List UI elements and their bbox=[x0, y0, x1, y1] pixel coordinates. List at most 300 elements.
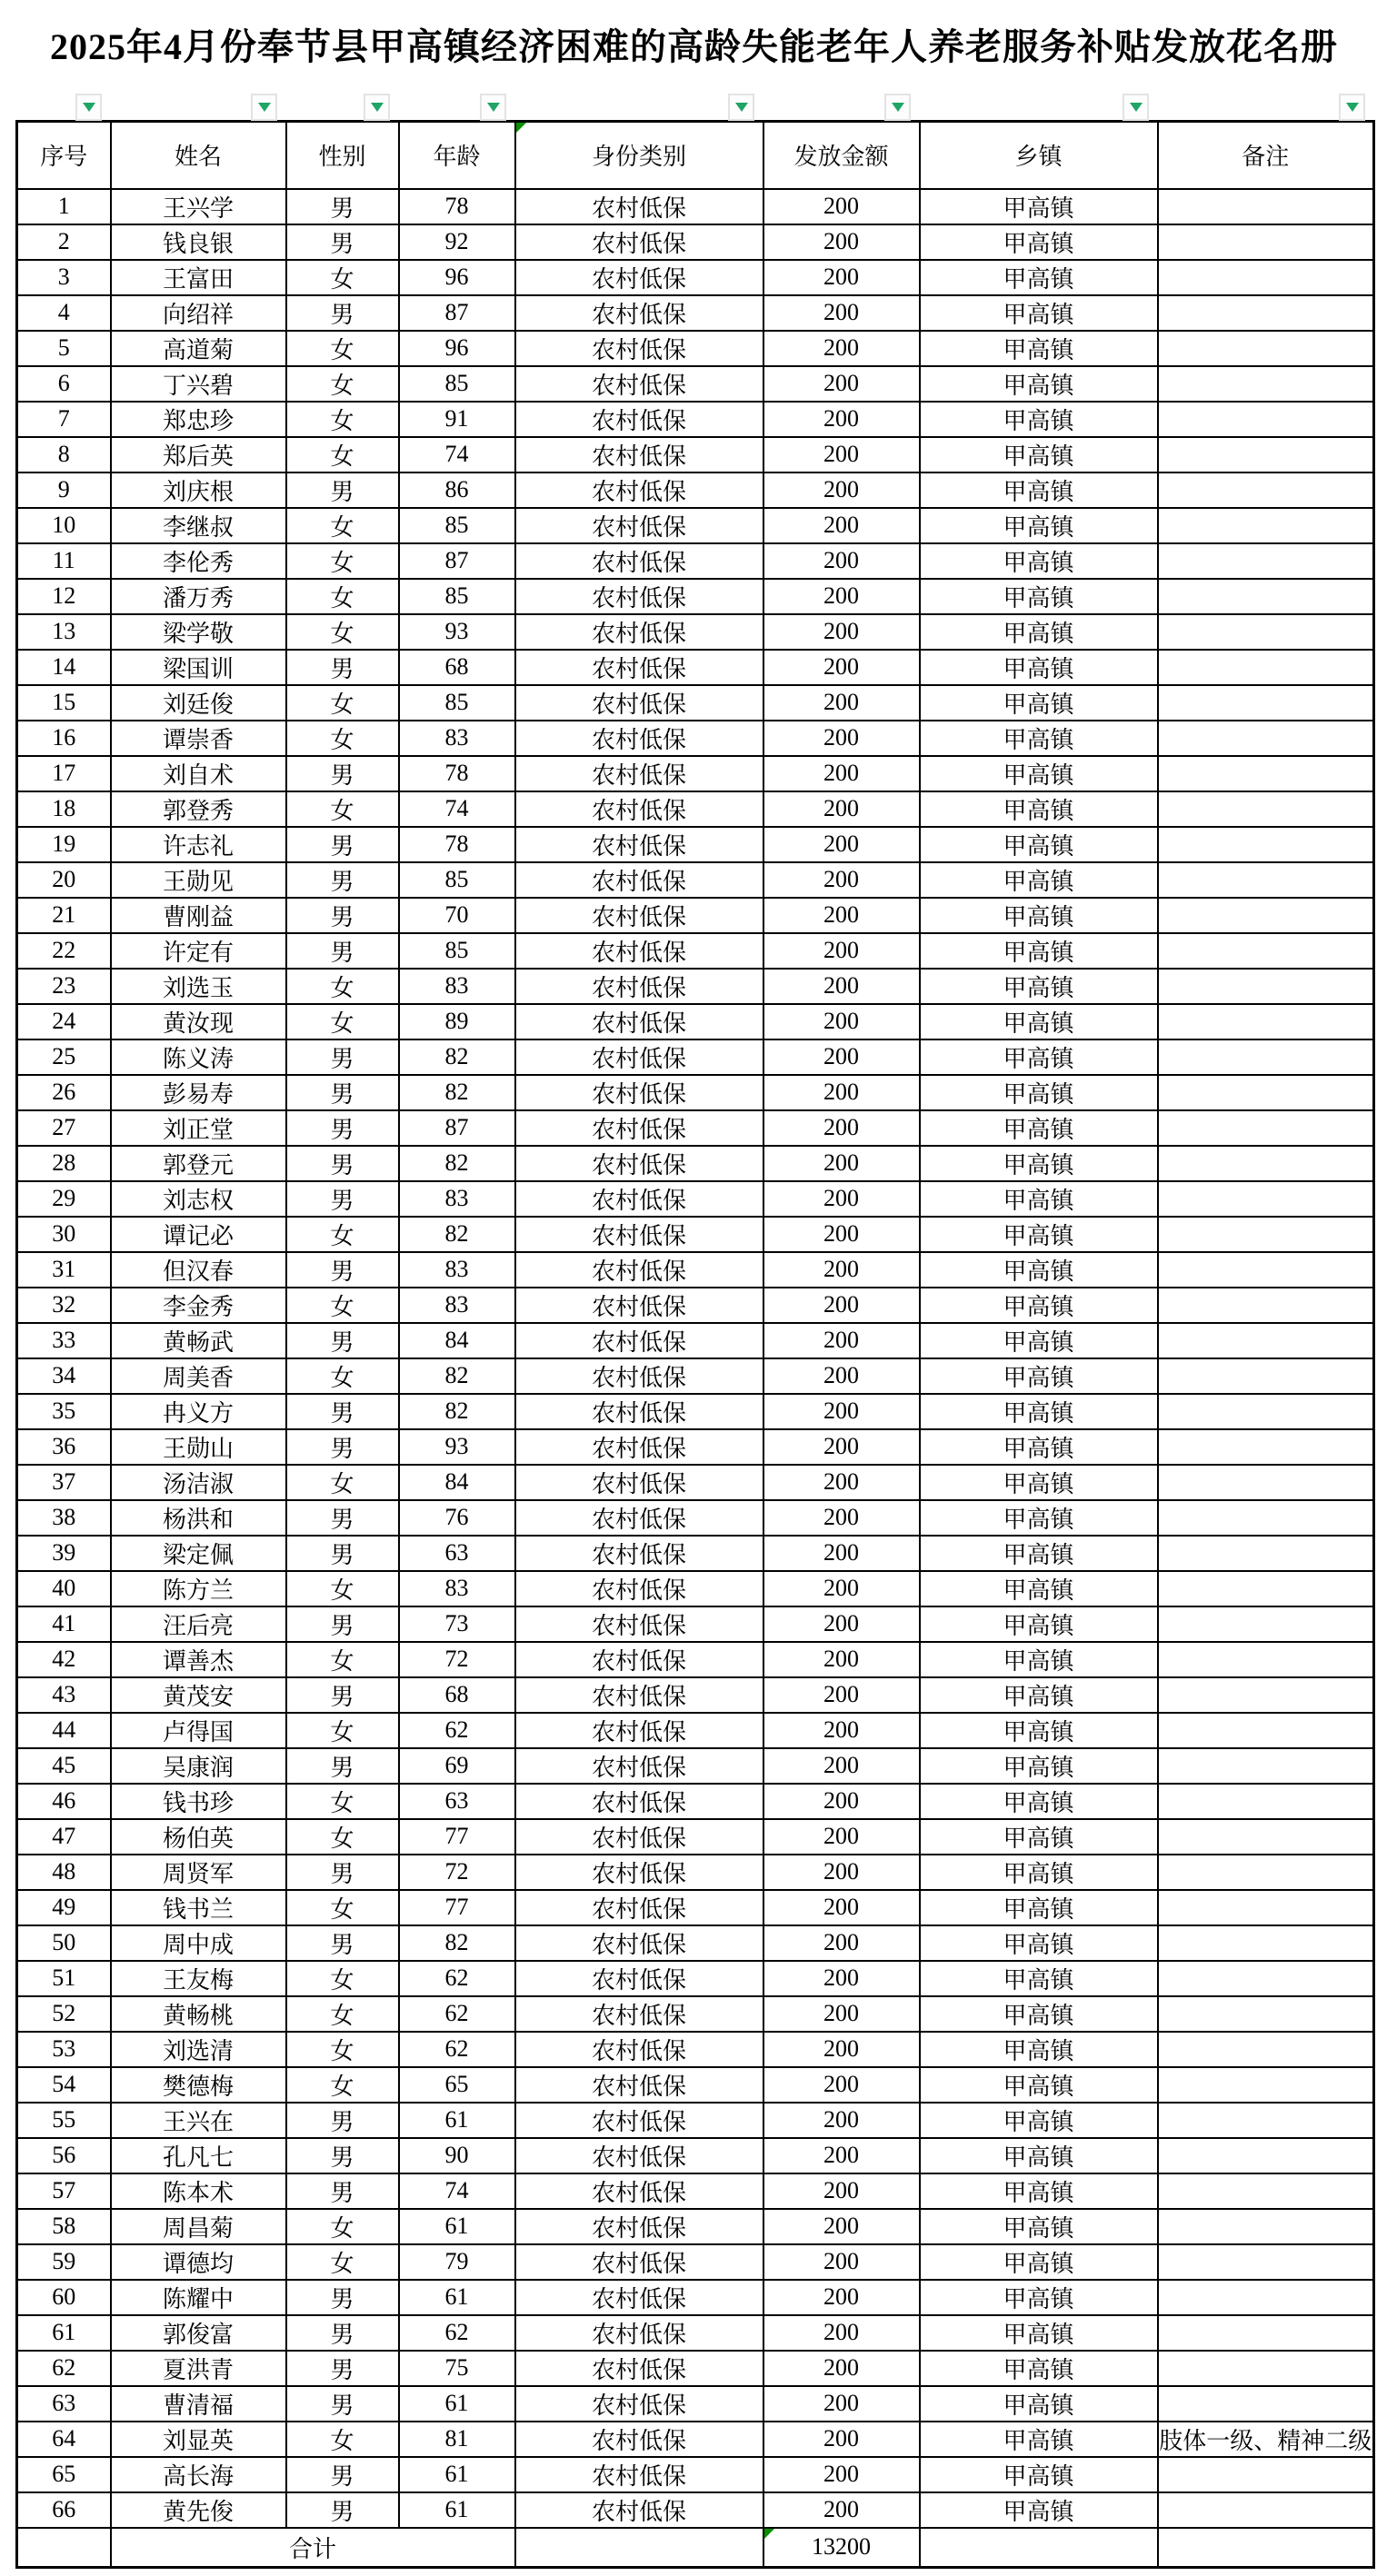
cell-remark[interactable] bbox=[1158, 1961, 1374, 1996]
cell-gender[interactable]: 男 bbox=[286, 1500, 399, 1536]
cell-amount[interactable]: 200 bbox=[763, 1748, 920, 1784]
cell-remark[interactable] bbox=[1158, 224, 1374, 260]
cell-age[interactable]: 62 bbox=[399, 2032, 515, 2067]
cell-amount[interactable]: 200 bbox=[763, 1358, 920, 1394]
cell-gender[interactable]: 男 bbox=[286, 1039, 399, 1075]
cell-category[interactable]: 农村低保 bbox=[515, 2138, 763, 2173]
cell-township[interactable]: 甲高镇 bbox=[920, 2067, 1158, 2103]
cell-gender[interactable]: 男 bbox=[286, 1429, 399, 1465]
cell-category[interactable]: 农村低保 bbox=[515, 898, 763, 933]
cell-gender[interactable]: 男 bbox=[286, 1925, 399, 1961]
cell-township[interactable]: 甲高镇 bbox=[920, 1784, 1158, 1819]
cell-township[interactable]: 甲高镇 bbox=[920, 260, 1158, 295]
cell-no[interactable]: 28 bbox=[17, 1146, 111, 1181]
cell-remark[interactable] bbox=[1158, 827, 1374, 862]
header-cell-no[interactable]: 序号 bbox=[17, 122, 111, 189]
cell-township[interactable]: 甲高镇 bbox=[920, 2032, 1158, 2067]
cell-age[interactable]: 87 bbox=[399, 1110, 515, 1146]
cell-category[interactable]: 农村低保 bbox=[515, 1075, 763, 1110]
cell-gender[interactable]: 男 bbox=[286, 1855, 399, 1890]
cell-amount[interactable]: 200 bbox=[763, 366, 920, 402]
cell-category[interactable]: 农村低保 bbox=[515, 1606, 763, 1642]
cell-remark[interactable] bbox=[1158, 2280, 1374, 2315]
cell-township[interactable]: 甲高镇 bbox=[920, 1146, 1158, 1181]
cell-amount[interactable]: 200 bbox=[763, 1110, 920, 1146]
cell-category[interactable]: 农村低保 bbox=[515, 2173, 763, 2209]
cell-no[interactable]: 39 bbox=[17, 1536, 111, 1571]
cell-age[interactable]: 62 bbox=[399, 2315, 515, 2351]
cell-amount[interactable]: 200 bbox=[763, 1571, 920, 1606]
cell-age[interactable]: 82 bbox=[399, 1925, 515, 1961]
cell-gender[interactable]: 女 bbox=[286, 1819, 399, 1855]
cell-gender[interactable]: 女 bbox=[286, 1642, 399, 1677]
header-cell-name[interactable]: 姓名 bbox=[111, 122, 286, 189]
cell-name[interactable]: 钱书兰 bbox=[111, 1890, 286, 1925]
cell-age[interactable]: 78 bbox=[399, 189, 515, 224]
cell-amount[interactable]: 200 bbox=[763, 685, 920, 721]
cell-category[interactable]: 农村低保 bbox=[515, 1925, 763, 1961]
cell-name[interactable]: 钱书珍 bbox=[111, 1784, 286, 1819]
filter-dropdown-button[interactable] bbox=[1123, 94, 1149, 121]
cell-name[interactable]: 孔凡七 bbox=[111, 2138, 286, 2173]
cell-township[interactable]: 甲高镇 bbox=[920, 827, 1158, 862]
cell-category[interactable]: 农村低保 bbox=[515, 2492, 763, 2528]
cell-no[interactable]: 19 bbox=[17, 827, 111, 862]
cell-age[interactable]: 83 bbox=[399, 721, 515, 756]
cell-amount[interactable]: 200 bbox=[763, 331, 920, 366]
cell-category[interactable]: 农村低保 bbox=[515, 543, 763, 579]
cell-age[interactable]: 62 bbox=[399, 1961, 515, 1996]
cell-age[interactable]: 82 bbox=[399, 1358, 515, 1394]
cell-name[interactable]: 王富田 bbox=[111, 260, 286, 295]
cell-no[interactable]: 11 bbox=[17, 543, 111, 579]
cell-township[interactable]: 甲高镇 bbox=[920, 1996, 1158, 2032]
cell-remark[interactable] bbox=[1158, 1677, 1374, 1713]
cell-gender[interactable]: 女 bbox=[286, 1465, 399, 1500]
cell-amount[interactable]: 200 bbox=[763, 472, 920, 508]
cell-remark[interactable] bbox=[1158, 2209, 1374, 2244]
cell-no[interactable]: 54 bbox=[17, 2067, 111, 2103]
header-cell-remark[interactable]: 备注 bbox=[1158, 122, 1374, 189]
cell-category[interactable]: 农村低保 bbox=[515, 2315, 763, 2351]
total-cell-no-empty[interactable] bbox=[17, 2528, 111, 2568]
cell-name[interactable]: 黄汝现 bbox=[111, 1004, 286, 1039]
cell-category[interactable]: 农村低保 bbox=[515, 331, 763, 366]
cell-amount[interactable]: 200 bbox=[763, 1252, 920, 1288]
cell-no[interactable]: 25 bbox=[17, 1039, 111, 1075]
cell-remark[interactable] bbox=[1158, 756, 1374, 791]
cell-age[interactable]: 81 bbox=[399, 2422, 515, 2457]
cell-remark[interactable] bbox=[1158, 2492, 1374, 2528]
cell-township[interactable]: 甲高镇 bbox=[920, 437, 1158, 472]
cell-category[interactable]: 农村低保 bbox=[515, 1996, 763, 2032]
cell-gender[interactable]: 男 bbox=[286, 2492, 399, 2528]
cell-age[interactable]: 63 bbox=[399, 1784, 515, 1819]
cell-age[interactable]: 90 bbox=[399, 2138, 515, 2173]
cell-remark[interactable] bbox=[1158, 1996, 1374, 2032]
cell-township[interactable]: 甲高镇 bbox=[920, 1465, 1158, 1500]
cell-township[interactable]: 甲高镇 bbox=[920, 721, 1158, 756]
cell-amount[interactable]: 200 bbox=[763, 1288, 920, 1323]
cell-no[interactable]: 33 bbox=[17, 1323, 111, 1358]
cell-age[interactable]: 86 bbox=[399, 472, 515, 508]
cell-amount[interactable]: 200 bbox=[763, 1677, 920, 1713]
cell-township[interactable]: 甲高镇 bbox=[920, 1713, 1158, 1748]
cell-category[interactable]: 农村低保 bbox=[515, 2067, 763, 2103]
cell-gender[interactable]: 男 bbox=[286, 295, 399, 331]
cell-age[interactable]: 85 bbox=[399, 579, 515, 614]
cell-township[interactable]: 甲高镇 bbox=[920, 1110, 1158, 1146]
cell-gender[interactable]: 女 bbox=[286, 1713, 399, 1748]
cell-no[interactable]: 34 bbox=[17, 1358, 111, 1394]
header-cell-category[interactable] bbox=[515, 122, 763, 189]
cell-gender[interactable]: 女 bbox=[286, 1288, 399, 1323]
cell-township[interactable]: 甲高镇 bbox=[920, 1642, 1158, 1677]
cell-amount[interactable]: 200 bbox=[763, 827, 920, 862]
cell-amount[interactable]: 200 bbox=[763, 933, 920, 969]
filter-dropdown-button[interactable] bbox=[364, 94, 390, 121]
cell-age[interactable]: 70 bbox=[399, 898, 515, 933]
cell-age[interactable]: 65 bbox=[399, 2067, 515, 2103]
cell-age[interactable]: 82 bbox=[399, 1146, 515, 1181]
cell-amount[interactable]: 200 bbox=[763, 862, 920, 898]
cell-no[interactable]: 55 bbox=[17, 2103, 111, 2138]
cell-remark[interactable] bbox=[1158, 1571, 1374, 1606]
cell-township[interactable]: 甲高镇 bbox=[920, 1358, 1158, 1394]
cell-name[interactable]: 陈本术 bbox=[111, 2173, 286, 2209]
cell-amount[interactable]: 200 bbox=[763, 2244, 920, 2280]
cell-name[interactable]: 许定有 bbox=[111, 933, 286, 969]
cell-remark[interactable] bbox=[1158, 1536, 1374, 1571]
cell-name[interactable]: 曹清福 bbox=[111, 2386, 286, 2422]
cell-township[interactable]: 甲高镇 bbox=[920, 1004, 1158, 1039]
cell-remark[interactable] bbox=[1158, 2315, 1374, 2351]
cell-remark[interactable] bbox=[1158, 2386, 1374, 2422]
cell-no[interactable]: 5 bbox=[17, 331, 111, 366]
cell-name[interactable]: 陈耀中 bbox=[111, 2280, 286, 2315]
cell-remark[interactable]: 肢体一级、精神二级 bbox=[1158, 2422, 1374, 2457]
cell-amount[interactable]: 200 bbox=[763, 1819, 920, 1855]
cell-category[interactable]: 农村低保 bbox=[515, 1855, 763, 1890]
cell-name[interactable]: 卢得国 bbox=[111, 1713, 286, 1748]
cell-category[interactable]: 农村低保 bbox=[515, 1500, 763, 1536]
cell-no[interactable]: 8 bbox=[17, 437, 111, 472]
cell-no[interactable]: 35 bbox=[17, 1394, 111, 1429]
cell-no[interactable]: 12 bbox=[17, 579, 111, 614]
cell-category[interactable]: 农村低保 bbox=[515, 224, 763, 260]
cell-township[interactable]: 甲高镇 bbox=[920, 224, 1158, 260]
cell-age[interactable]: 85 bbox=[399, 366, 515, 402]
cell-category[interactable]: 农村低保 bbox=[515, 1784, 763, 1819]
cell-remark[interactable] bbox=[1158, 1713, 1374, 1748]
cell-category[interactable]: 农村低保 bbox=[515, 721, 763, 756]
cell-gender[interactable]: 女 bbox=[286, 508, 399, 543]
cell-township[interactable]: 甲高镇 bbox=[920, 366, 1158, 402]
filter-dropdown-button[interactable] bbox=[480, 94, 506, 121]
cell-remark[interactable] bbox=[1158, 579, 1374, 614]
cell-no[interactable]: 4 bbox=[17, 295, 111, 331]
cell-category[interactable]: 农村低保 bbox=[515, 402, 763, 437]
cell-township[interactable]: 甲高镇 bbox=[920, 650, 1158, 685]
cell-age[interactable]: 63 bbox=[399, 1536, 515, 1571]
header-cell-age[interactable]: 年龄 bbox=[399, 122, 515, 189]
cell-name[interactable]: 谭德均 bbox=[111, 2244, 286, 2280]
cell-no[interactable]: 64 bbox=[17, 2422, 111, 2457]
cell-category[interactable]: 农村低保 bbox=[515, 1465, 763, 1500]
cell-amount[interactable]: 200 bbox=[763, 756, 920, 791]
cell-name[interactable]: 梁学敬 bbox=[111, 614, 286, 650]
cell-name[interactable]: 王兴学 bbox=[111, 189, 286, 224]
cell-no[interactable]: 49 bbox=[17, 1890, 111, 1925]
cell-category[interactable]: 农村低保 bbox=[515, 862, 763, 898]
cell-gender[interactable]: 女 bbox=[286, 721, 399, 756]
cell-name[interactable]: 郭登元 bbox=[111, 1146, 286, 1181]
cell-remark[interactable] bbox=[1158, 1784, 1374, 1819]
cell-remark[interactable] bbox=[1158, 791, 1374, 827]
cell-township[interactable]: 甲高镇 bbox=[920, 1571, 1158, 1606]
cell-no[interactable]: 2 bbox=[17, 224, 111, 260]
cell-gender[interactable]: 女 bbox=[286, 2032, 399, 2067]
cell-amount[interactable]: 200 bbox=[763, 2422, 920, 2457]
cell-township[interactable]: 甲高镇 bbox=[920, 2244, 1158, 2280]
cell-no[interactable]: 16 bbox=[17, 721, 111, 756]
cell-category[interactable]: 农村低保 bbox=[515, 614, 763, 650]
cell-no[interactable]: 46 bbox=[17, 1784, 111, 1819]
cell-gender[interactable]: 女 bbox=[286, 402, 399, 437]
cell-amount[interactable]: 200 bbox=[763, 1606, 920, 1642]
cell-township[interactable]: 甲高镇 bbox=[920, 862, 1158, 898]
cell-name[interactable]: 李伦秀 bbox=[111, 543, 286, 579]
cell-no[interactable]: 66 bbox=[17, 2492, 111, 2528]
cell-remark[interactable] bbox=[1158, 295, 1374, 331]
cell-no[interactable]: 52 bbox=[17, 1996, 111, 2032]
cell-gender[interactable]: 女 bbox=[286, 1996, 399, 2032]
cell-name[interactable]: 黄畅桃 bbox=[111, 1996, 286, 2032]
cell-category[interactable]: 农村低保 bbox=[515, 2103, 763, 2138]
cell-category[interactable]: 农村低保 bbox=[515, 1642, 763, 1677]
cell-remark[interactable] bbox=[1158, 1429, 1374, 1465]
cell-gender[interactable]: 男 bbox=[286, 2386, 399, 2422]
cell-category[interactable]: 农村低保 bbox=[515, 2280, 763, 2315]
cell-township[interactable]: 甲高镇 bbox=[920, 2386, 1158, 2422]
cell-no[interactable]: 20 bbox=[17, 862, 111, 898]
cell-age[interactable]: 72 bbox=[399, 1855, 515, 1890]
cell-name[interactable]: 丁兴碧 bbox=[111, 366, 286, 402]
cell-gender[interactable]: 男 bbox=[286, 1748, 399, 1784]
cell-no[interactable]: 32 bbox=[17, 1288, 111, 1323]
cell-no[interactable]: 60 bbox=[17, 2280, 111, 2315]
cell-category[interactable]: 农村低保 bbox=[515, 1004, 763, 1039]
cell-remark[interactable] bbox=[1158, 933, 1374, 969]
cell-name[interactable]: 刘选清 bbox=[111, 2032, 286, 2067]
cell-remark[interactable] bbox=[1158, 1004, 1374, 1039]
cell-remark[interactable] bbox=[1158, 437, 1374, 472]
cell-amount[interactable]: 200 bbox=[763, 791, 920, 827]
cell-age[interactable]: 61 bbox=[399, 2492, 515, 2528]
cell-gender[interactable]: 女 bbox=[286, 685, 399, 721]
cell-age[interactable]: 93 bbox=[399, 1429, 515, 1465]
cell-township[interactable]: 甲高镇 bbox=[920, 189, 1158, 224]
cell-gender[interactable]: 男 bbox=[286, 472, 399, 508]
cell-name[interactable]: 郑忠珍 bbox=[111, 402, 286, 437]
cell-age[interactable]: 82 bbox=[399, 1394, 515, 1429]
cell-remark[interactable] bbox=[1158, 508, 1374, 543]
cell-township[interactable]: 甲高镇 bbox=[920, 508, 1158, 543]
cell-gender[interactable]: 女 bbox=[286, 2209, 399, 2244]
cell-remark[interactable] bbox=[1158, 331, 1374, 366]
cell-name[interactable]: 樊德梅 bbox=[111, 2067, 286, 2103]
cell-category[interactable]: 农村低保 bbox=[515, 1217, 763, 1252]
cell-gender[interactable]: 女 bbox=[286, 1890, 399, 1925]
total-cell-township-empty[interactable] bbox=[920, 2528, 1158, 2568]
cell-no[interactable]: 22 bbox=[17, 933, 111, 969]
cell-gender[interactable]: 男 bbox=[286, 1394, 399, 1429]
cell-township[interactable]: 甲高镇 bbox=[920, 969, 1158, 1004]
cell-remark[interactable] bbox=[1158, 543, 1374, 579]
cell-township[interactable]: 甲高镇 bbox=[920, 1323, 1158, 1358]
cell-no[interactable]: 36 bbox=[17, 1429, 111, 1465]
cell-name[interactable]: 汪后亮 bbox=[111, 1606, 286, 1642]
cell-no[interactable]: 14 bbox=[17, 650, 111, 685]
cell-no[interactable]: 17 bbox=[17, 756, 111, 791]
cell-age[interactable]: 74 bbox=[399, 437, 515, 472]
cell-gender[interactable]: 男 bbox=[286, 1075, 399, 1110]
cell-name[interactable]: 刘志权 bbox=[111, 1181, 286, 1217]
cell-name[interactable]: 王勋山 bbox=[111, 1429, 286, 1465]
cell-name[interactable]: 陈方兰 bbox=[111, 1571, 286, 1606]
cell-township[interactable]: 甲高镇 bbox=[920, 1181, 1158, 1217]
cell-remark[interactable] bbox=[1158, 650, 1374, 685]
cell-remark[interactable] bbox=[1158, 1110, 1374, 1146]
cell-remark[interactable] bbox=[1158, 614, 1374, 650]
cell-township[interactable]: 甲高镇 bbox=[920, 2351, 1158, 2386]
cell-gender[interactable]: 女 bbox=[286, 543, 399, 579]
cell-township[interactable]: 甲高镇 bbox=[920, 1855, 1158, 1890]
cell-age[interactable]: 85 bbox=[399, 862, 515, 898]
cell-gender[interactable]: 女 bbox=[286, 1217, 399, 1252]
cell-no[interactable]: 27 bbox=[17, 1110, 111, 1146]
cell-category[interactable]: 农村低保 bbox=[515, 2351, 763, 2386]
cell-name[interactable]: 杨洪和 bbox=[111, 1500, 286, 1536]
cell-no[interactable]: 9 bbox=[17, 472, 111, 508]
cell-amount[interactable]: 200 bbox=[763, 2138, 920, 2173]
filter-dropdown-button[interactable] bbox=[75, 94, 102, 121]
cell-category[interactable]: 农村低保 bbox=[515, 1252, 763, 1288]
cell-remark[interactable] bbox=[1158, 260, 1374, 295]
cell-amount[interactable]: 200 bbox=[763, 1500, 920, 1536]
cell-no[interactable]: 62 bbox=[17, 2351, 111, 2386]
cell-category[interactable]: 农村低保 bbox=[515, 1288, 763, 1323]
cell-gender[interactable]: 女 bbox=[286, 2067, 399, 2103]
cell-amount[interactable]: 200 bbox=[763, 1323, 920, 1358]
cell-amount[interactable]: 200 bbox=[763, 2280, 920, 2315]
cell-township[interactable]: 甲高镇 bbox=[920, 331, 1158, 366]
cell-gender[interactable]: 女 bbox=[286, 1571, 399, 1606]
cell-remark[interactable] bbox=[1158, 2103, 1374, 2138]
cell-remark[interactable] bbox=[1158, 1855, 1374, 1890]
cell-gender[interactable]: 男 bbox=[286, 862, 399, 898]
cell-no[interactable]: 53 bbox=[17, 2032, 111, 2067]
cell-name[interactable]: 周昌菊 bbox=[111, 2209, 286, 2244]
cell-amount[interactable]: 200 bbox=[763, 1004, 920, 1039]
cell-category[interactable]: 农村低保 bbox=[515, 756, 763, 791]
cell-category[interactable]: 农村低保 bbox=[515, 650, 763, 685]
cell-township[interactable]: 甲高镇 bbox=[920, 402, 1158, 437]
cell-category[interactable]: 农村低保 bbox=[515, 969, 763, 1004]
cell-gender[interactable]: 女 bbox=[286, 331, 399, 366]
cell-no[interactable]: 40 bbox=[17, 1571, 111, 1606]
cell-age[interactable]: 89 bbox=[399, 1004, 515, 1039]
cell-no[interactable]: 26 bbox=[17, 1075, 111, 1110]
cell-township[interactable]: 甲高镇 bbox=[920, 1606, 1158, 1642]
header-cell-gender[interactable]: 性别 bbox=[286, 122, 399, 189]
cell-no[interactable]: 41 bbox=[17, 1606, 111, 1642]
filter-dropdown-button[interactable] bbox=[251, 94, 277, 121]
cell-township[interactable]: 甲高镇 bbox=[920, 1890, 1158, 1925]
cell-township[interactable]: 甲高镇 bbox=[920, 579, 1158, 614]
cell-age[interactable]: 61 bbox=[399, 2209, 515, 2244]
cell-gender[interactable]: 男 bbox=[286, 2173, 399, 2209]
cell-amount[interactable]: 200 bbox=[763, 1536, 920, 1571]
cell-amount[interactable]: 200 bbox=[763, 2315, 920, 2351]
cell-category[interactable]: 农村低保 bbox=[515, 2422, 763, 2457]
cell-gender[interactable]: 男 bbox=[286, 933, 399, 969]
cell-remark[interactable] bbox=[1158, 721, 1374, 756]
filter-dropdown-button[interactable] bbox=[1339, 94, 1365, 121]
cell-name[interactable]: 郭俊富 bbox=[111, 2315, 286, 2351]
cell-name[interactable]: 梁定佩 bbox=[111, 1536, 286, 1571]
cell-amount[interactable]: 200 bbox=[763, 2067, 920, 2103]
cell-name[interactable]: 周中成 bbox=[111, 1925, 286, 1961]
cell-township[interactable]: 甲高镇 bbox=[920, 2315, 1158, 2351]
cell-amount[interactable]: 200 bbox=[763, 1713, 920, 1748]
cell-name[interactable]: 郭登秀 bbox=[111, 791, 286, 827]
cell-age[interactable]: 93 bbox=[399, 614, 515, 650]
cell-township[interactable]: 甲高镇 bbox=[920, 2492, 1158, 2528]
cell-age[interactable]: 73 bbox=[399, 1606, 515, 1642]
cell-township[interactable]: 甲高镇 bbox=[920, 1217, 1158, 1252]
cell-no[interactable]: 59 bbox=[17, 2244, 111, 2280]
header-cell-township[interactable]: 乡镇 bbox=[920, 122, 1158, 189]
filter-dropdown-button[interactable] bbox=[728, 94, 754, 121]
cell-amount[interactable]: 200 bbox=[763, 1394, 920, 1429]
cell-remark[interactable] bbox=[1158, 1642, 1374, 1677]
cell-township[interactable]: 甲高镇 bbox=[920, 2422, 1158, 2457]
cell-no[interactable]: 48 bbox=[17, 1855, 111, 1890]
cell-remark[interactable] bbox=[1158, 1288, 1374, 1323]
cell-amount[interactable]: 200 bbox=[763, 1039, 920, 1075]
total-amount[interactable] bbox=[763, 2528, 920, 2568]
cell-gender[interactable]: 女 bbox=[286, 579, 399, 614]
cell-gender[interactable]: 女 bbox=[286, 1004, 399, 1039]
cell-age[interactable]: 68 bbox=[399, 650, 515, 685]
cell-amount[interactable]: 200 bbox=[763, 1961, 920, 1996]
cell-amount[interactable]: 200 bbox=[763, 1429, 920, 1465]
cell-amount[interactable]: 200 bbox=[763, 2457, 920, 2492]
cell-no[interactable]: 42 bbox=[17, 1642, 111, 1677]
filter-dropdown-button[interactable] bbox=[884, 94, 911, 121]
cell-amount[interactable]: 200 bbox=[763, 2032, 920, 2067]
cell-township[interactable]: 甲高镇 bbox=[920, 1819, 1158, 1855]
cell-age[interactable]: 62 bbox=[399, 1996, 515, 2032]
cell-category[interactable]: 农村低保 bbox=[515, 1429, 763, 1465]
cell-township[interactable]: 甲高镇 bbox=[920, 1429, 1158, 1465]
cell-age[interactable]: 61 bbox=[399, 2103, 515, 2138]
cell-township[interactable]: 甲高镇 bbox=[920, 1075, 1158, 1110]
total-cell-category-empty[interactable] bbox=[515, 2528, 763, 2568]
cell-township[interactable]: 甲高镇 bbox=[920, 1288, 1158, 1323]
cell-amount[interactable]: 200 bbox=[763, 1146, 920, 1181]
